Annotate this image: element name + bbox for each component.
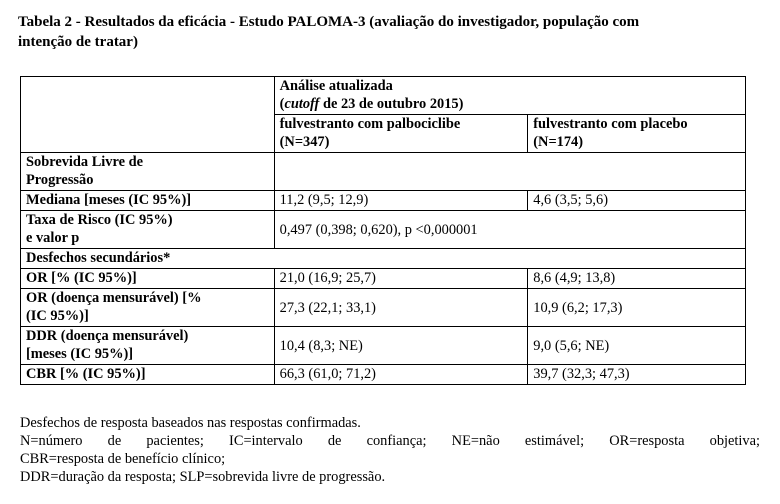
column-header-placebo-line-1: fulvestranto com placebo: [533, 116, 688, 132]
row-label-hazard-ratio: [21, 211, 275, 249]
cell-or-measurable-palbociclibe: 27,3 (22,1; 33,1): [274, 289, 528, 327]
row-label-hazard-ratio-line-1: Taxa de Risco (IC 95%): [26, 212, 173, 228]
row-label-secondary-outcomes: Desfechos secundários*: [21, 249, 746, 269]
column-header-palbociclibe: [274, 115, 528, 153]
empty-corner-cell: [21, 77, 275, 153]
cell-hazard-ratio: 0,497 (0,398; 0,620), p <0,000001: [274, 211, 745, 249]
table-header-row-1: [21, 77, 746, 115]
row-label-median: Mediana [meses (IC 95%)]: [21, 191, 275, 211]
row-label-ddr-line-1: DDR (doença mensurável): [26, 328, 189, 344]
row-label-or-measurable: [21, 289, 275, 327]
table-caption: [18, 12, 766, 52]
cell-or-palbociclibe: 21,0 (16,9; 25,7): [274, 269, 528, 289]
cell-or-measurable-placebo: 10,9 (6,2; 17,3): [528, 289, 746, 327]
cell-ddr-palbociclibe: 10,4 (8,3; NE): [274, 327, 528, 365]
cell-median-palbociclibe: 11,2 (9,5; 12,9): [274, 191, 528, 211]
empty-cell: [274, 153, 745, 191]
column-header-palbociclibe-line-1: fulvestranto com palbociclibe: [279, 116, 461, 132]
cell-cbr-palbociclibe: 66,3 (61,0; 71,2): [274, 365, 528, 385]
analysis-header-cell: [274, 77, 745, 115]
table-row: [21, 289, 746, 327]
footnote-line-2: N=número de pacientes; IC=intervalo de confiança; NE=não estimável; OR=resposta objetiva;: [20, 433, 760, 449]
table-row: [21, 191, 746, 211]
cutoff-rest-text: de 23 de outubro 2015): [319, 96, 464, 112]
row-label-ddr-line-2: [meses (IC 95%)]: [26, 346, 134, 362]
analysis-header-label: Análise atualizada: [279, 78, 393, 94]
table-footnotes: [20, 414, 760, 486]
column-header-placebo-line-2: (N=174): [533, 134, 584, 150]
cutoff-header-label: (cutoff de 23 de outubro 2015): [279, 96, 464, 112]
table-row: [21, 327, 746, 365]
footnote-line-3: CBR=resposta de benefício clínico;: [20, 451, 226, 467]
row-label-pfs: [21, 153, 275, 191]
row-label-hazard-ratio-line-2: e valor p: [26, 230, 80, 246]
table-row: [21, 269, 746, 289]
column-header-palbociclibe-line-2: (N=347): [279, 134, 330, 150]
table-row: [21, 211, 746, 249]
cell-or-placebo: 8,6 (4,9; 13,8): [528, 269, 746, 289]
efficacy-results-table: [20, 76, 746, 385]
row-label-or-measurable-line-1: OR (doença mensurável) [%: [26, 290, 202, 306]
footnote-line-1: Desfechos de resposta baseados nas respostas confirmadas.: [20, 415, 361, 431]
row-label-ddr: [21, 327, 275, 365]
footnote-line-4: DDR=duração da resposta; SLP=sobrevida livre de progressão.: [20, 469, 386, 485]
cell-ddr-placebo: 9,0 (5,6; NE): [528, 327, 746, 365]
row-label-or-measurable-line-2: (IC 95%)]: [26, 308, 89, 324]
caption-line-2: intenção de tratar): [18, 34, 138, 50]
column-header-placebo: [528, 115, 746, 153]
row-label-pfs-line-2: Progressão: [26, 172, 94, 188]
table-row: [21, 249, 746, 269]
row-label-or: OR [% (IC 95%)]: [21, 269, 275, 289]
row-label-pfs-line-1: Sobrevida Livre de: [26, 154, 144, 170]
cutoff-italic-text: cutoff: [284, 96, 320, 112]
cell-cbr-placebo: 39,7 (32,3; 47,3): [528, 365, 746, 385]
table-row: [21, 365, 746, 385]
caption-line-1: Tabela 2 - Resultados da eficácia - Estudo PALOMA-3 (avaliação do investigador, população com: [18, 14, 640, 30]
row-label-cbr: CBR [% (IC 95%)]: [21, 365, 275, 385]
cell-median-placebo: 4,6 (3,5; 5,6): [528, 191, 746, 211]
table-row: [21, 153, 746, 191]
